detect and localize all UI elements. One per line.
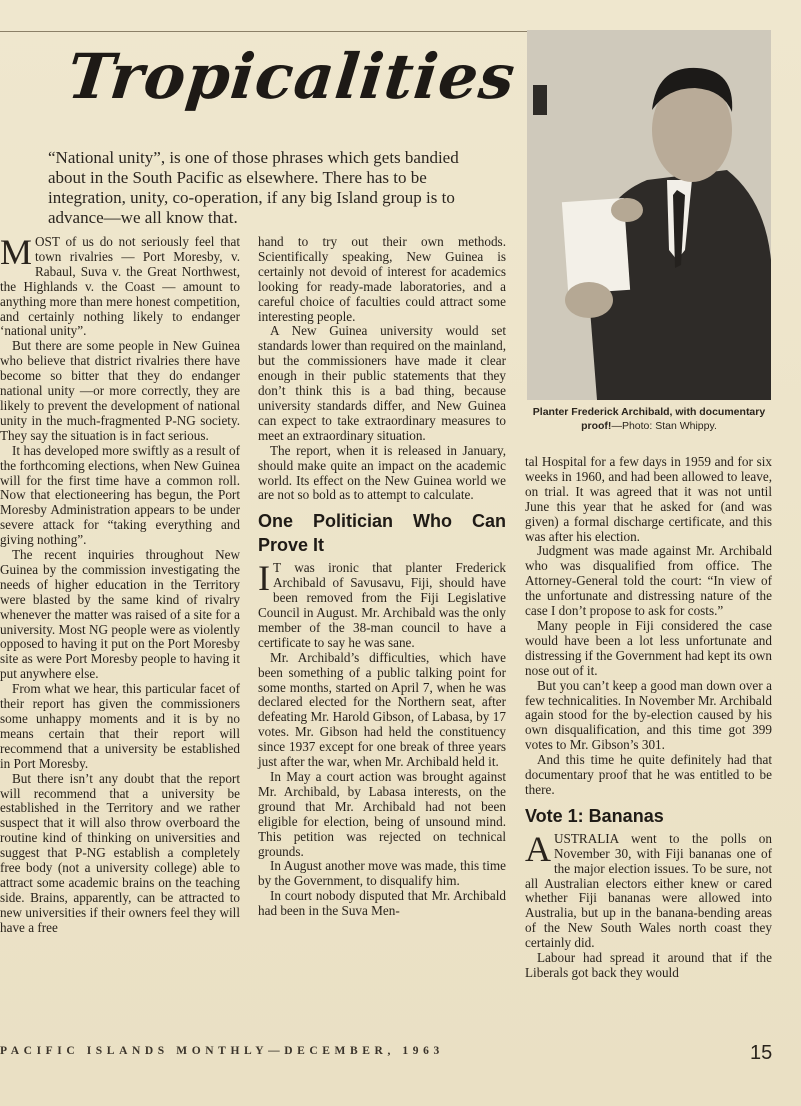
article-paragraph: But you can’t keep a good man down over a few technicalities. In November Mr. Archibald again stood for the by-election caused by his own disqualification, and this time got 399 votes to Mr. Gibson’s 301. — [525, 677, 772, 753]
article-paragraph: A New Guinea university would set standards lower than required on the mainland, but the commissioners have made it clear enough in their public statements that they don’t think this is a bad thing, because university standards differ, and New Guinea can expect to take extraordinary measures to meet an extraordinary situation. — [258, 323, 506, 443]
intro-text: “National unity”, is one of those phrases which gets bandied about in the South Pacific as elsewhere. There has to be integration, unity, co-operation, if any big Island group is to advance—we all know that. — [48, 148, 459, 227]
photo-caption — [527, 405, 771, 433]
page-title: Tropicalities — [64, 40, 519, 113]
article-paragraph: Mr. Archibald’s difficulties, which have been something of a public talking point for some months, started on April 7, when he was declared elected for the Northern seat, after defeating Mr. Harold Gibson, of Labasa, by 17 votes. Mr. Gibson had held the constituency since 1937 except for one break of three years just after the war, when Mr. Archibald held it. — [258, 649, 506, 770]
article-paragraph — [525, 828, 772, 951]
paragraph-text: USTRALIA went to the polls on November 30, with Fiji bananas one of the major election issues. To be sure, not all Australian electors either knew or cared whether Fiji bananas were allowed into Australia, but up in the banana-bending areas of the New South Wales north coast they certainly did. — [525, 830, 772, 951]
section-heading-bananas: Vote 1: Bananas — [525, 805, 664, 826]
running-footer: PACIFIC ISLANDS MONTHLY—DECEMBER, 1963 — [0, 1045, 444, 1057]
caption-title: Planter Frederick Archibald, with documentary proof! — [532, 406, 766, 432]
article-paragraph: The recent inquiries throughout New Guinea by the commission investigating the needs of higher education in the Territory were blasted by the same kind of rivalry whenever the matter was raised of a site for a university. Most NG people were as violently opposed to having it put on the Port Moresby site as were Port Moresby people to having it put anywhere else. — [0, 547, 240, 682]
caption-credit: —Photo: Stan Whippy. — [611, 420, 717, 432]
article-paragraph: In May a court action was brought against Mr. Archibald, by Labasa interests, on the ground that Mr. Archibald had not been eligible for election, being of unsound mind. This petition was rejected on technical grounds. — [258, 769, 506, 859]
portrait-illustration — [527, 30, 771, 400]
article-paragraph: Labour had spread it around that if the Liberals got back they would — [525, 950, 772, 980]
section-heading-politician: One Politician Who Can Prove It — [258, 511, 506, 556]
article-paragraph: In court nobody disputed that Mr. Archibald had been in the Suva Men- — [258, 888, 506, 919]
portrait-photo — [527, 30, 771, 400]
column-1 — [0, 232, 240, 936]
top-rule — [0, 31, 527, 32]
page-number: 15 — [750, 1042, 773, 1064]
paragraph-text: T was ironic that planter Frederick Archibald of Savusavu, Fiji, should have been removed from the Fiji Legislative Council in August. Mr. Archibald was the only member of the 38-man council to have a certificate to say he was sane. — [258, 560, 506, 650]
article-paragraph — [0, 232, 240, 339]
article-paragraph: Judgment was made against Mr. Archibald who was disqualified from office. The Attorney-General told the court: “In view of the unfortunate and distressing nature of the case I don’t propose to ask for costs.” — [525, 543, 772, 619]
article-paragraph: Many people in Fiji considered the case would have been a lot less unfortunate and distressing if the Government had kept its own nose out of it. — [525, 617, 772, 678]
article-paragraph: tal Hospital for a few days in 1959 and for six weeks in 1960, and had been allowed to leave, on trial. It was agreed that it was not until June this year that he asked for (and was given) a formal discharge certificate, and this was after his election. — [525, 454, 772, 544]
paragraph-text: OST of us do not seriously feel that town rivalries — Port Moresby, v. Rabaul, Suva v. the Great Northwest, the Highlands v. the Coast — amount to anything more than mere honest competition, and certainly nothing likely to endanger ‘national unity”. — [0, 234, 240, 339]
article-paragraph — [258, 558, 506, 650]
column-2 — [258, 235, 506, 919]
article-paragraph: In August another move was made, this time by the Government, to disqualify him. — [258, 858, 506, 889]
article-paragraph: The report, when it is released in January, should make quite an impact on the academic world. Its effect on the New Guinea world we are not so bold as to attempt to calculate. — [258, 442, 506, 503]
article-paragraph: It has developed more swiftly as a result of the forthcoming elections, when New Guinea will for the first time have a common roll. Now that electioneering has begun, the Port Moresby Administration appears to be under severe attack for “taking everything and giving nothing”. — [0, 442, 240, 548]
article-paragraph: And this time he quite definitely had that documentary proof that he was entitled to be there. — [525, 752, 772, 797]
drop-cap: A — [525, 828, 551, 869]
article-paragraph: But there are some people in New Guinea who believe that district rivalries there have become so bitter that they do endanger national unity —or more correctly, they are likely to prevent the development of national unity in the much-fragmented P-NG society. They say the situation is in fact serious. — [0, 338, 240, 443]
drop-cap: M — [0, 232, 33, 272]
article-paragraph: From what we hear, this particular facet of their report has given the commissioners some unhappy moments and it is by no means certain that their report will recommend that a university be established in Port Moresby. — [0, 681, 240, 771]
column-3 — [525, 455, 772, 981]
drop-cap: I — [258, 558, 270, 599]
article-paragraph: But there isn’t any doubt that the report will recommend that a university be established in the Territory and we rather suspect that it will also throw overboard the routine kind of thinking on universities and suggest that P-NG establish a completely free body (not a university college) able to attract some academic brains on the teaching side. Brains, apparently, can be attracted to new universities if their owners feel they will have a free — [0, 770, 240, 935]
article-paragraph: hand to try out their own methods. Scientifically speaking, New Guinea is certainly not devoid of interest for academics looking for ready-made laboratories, and a careful choice of faculties could attract some interesting people. — [258, 234, 506, 324]
intro-paragraph — [48, 148, 488, 228]
